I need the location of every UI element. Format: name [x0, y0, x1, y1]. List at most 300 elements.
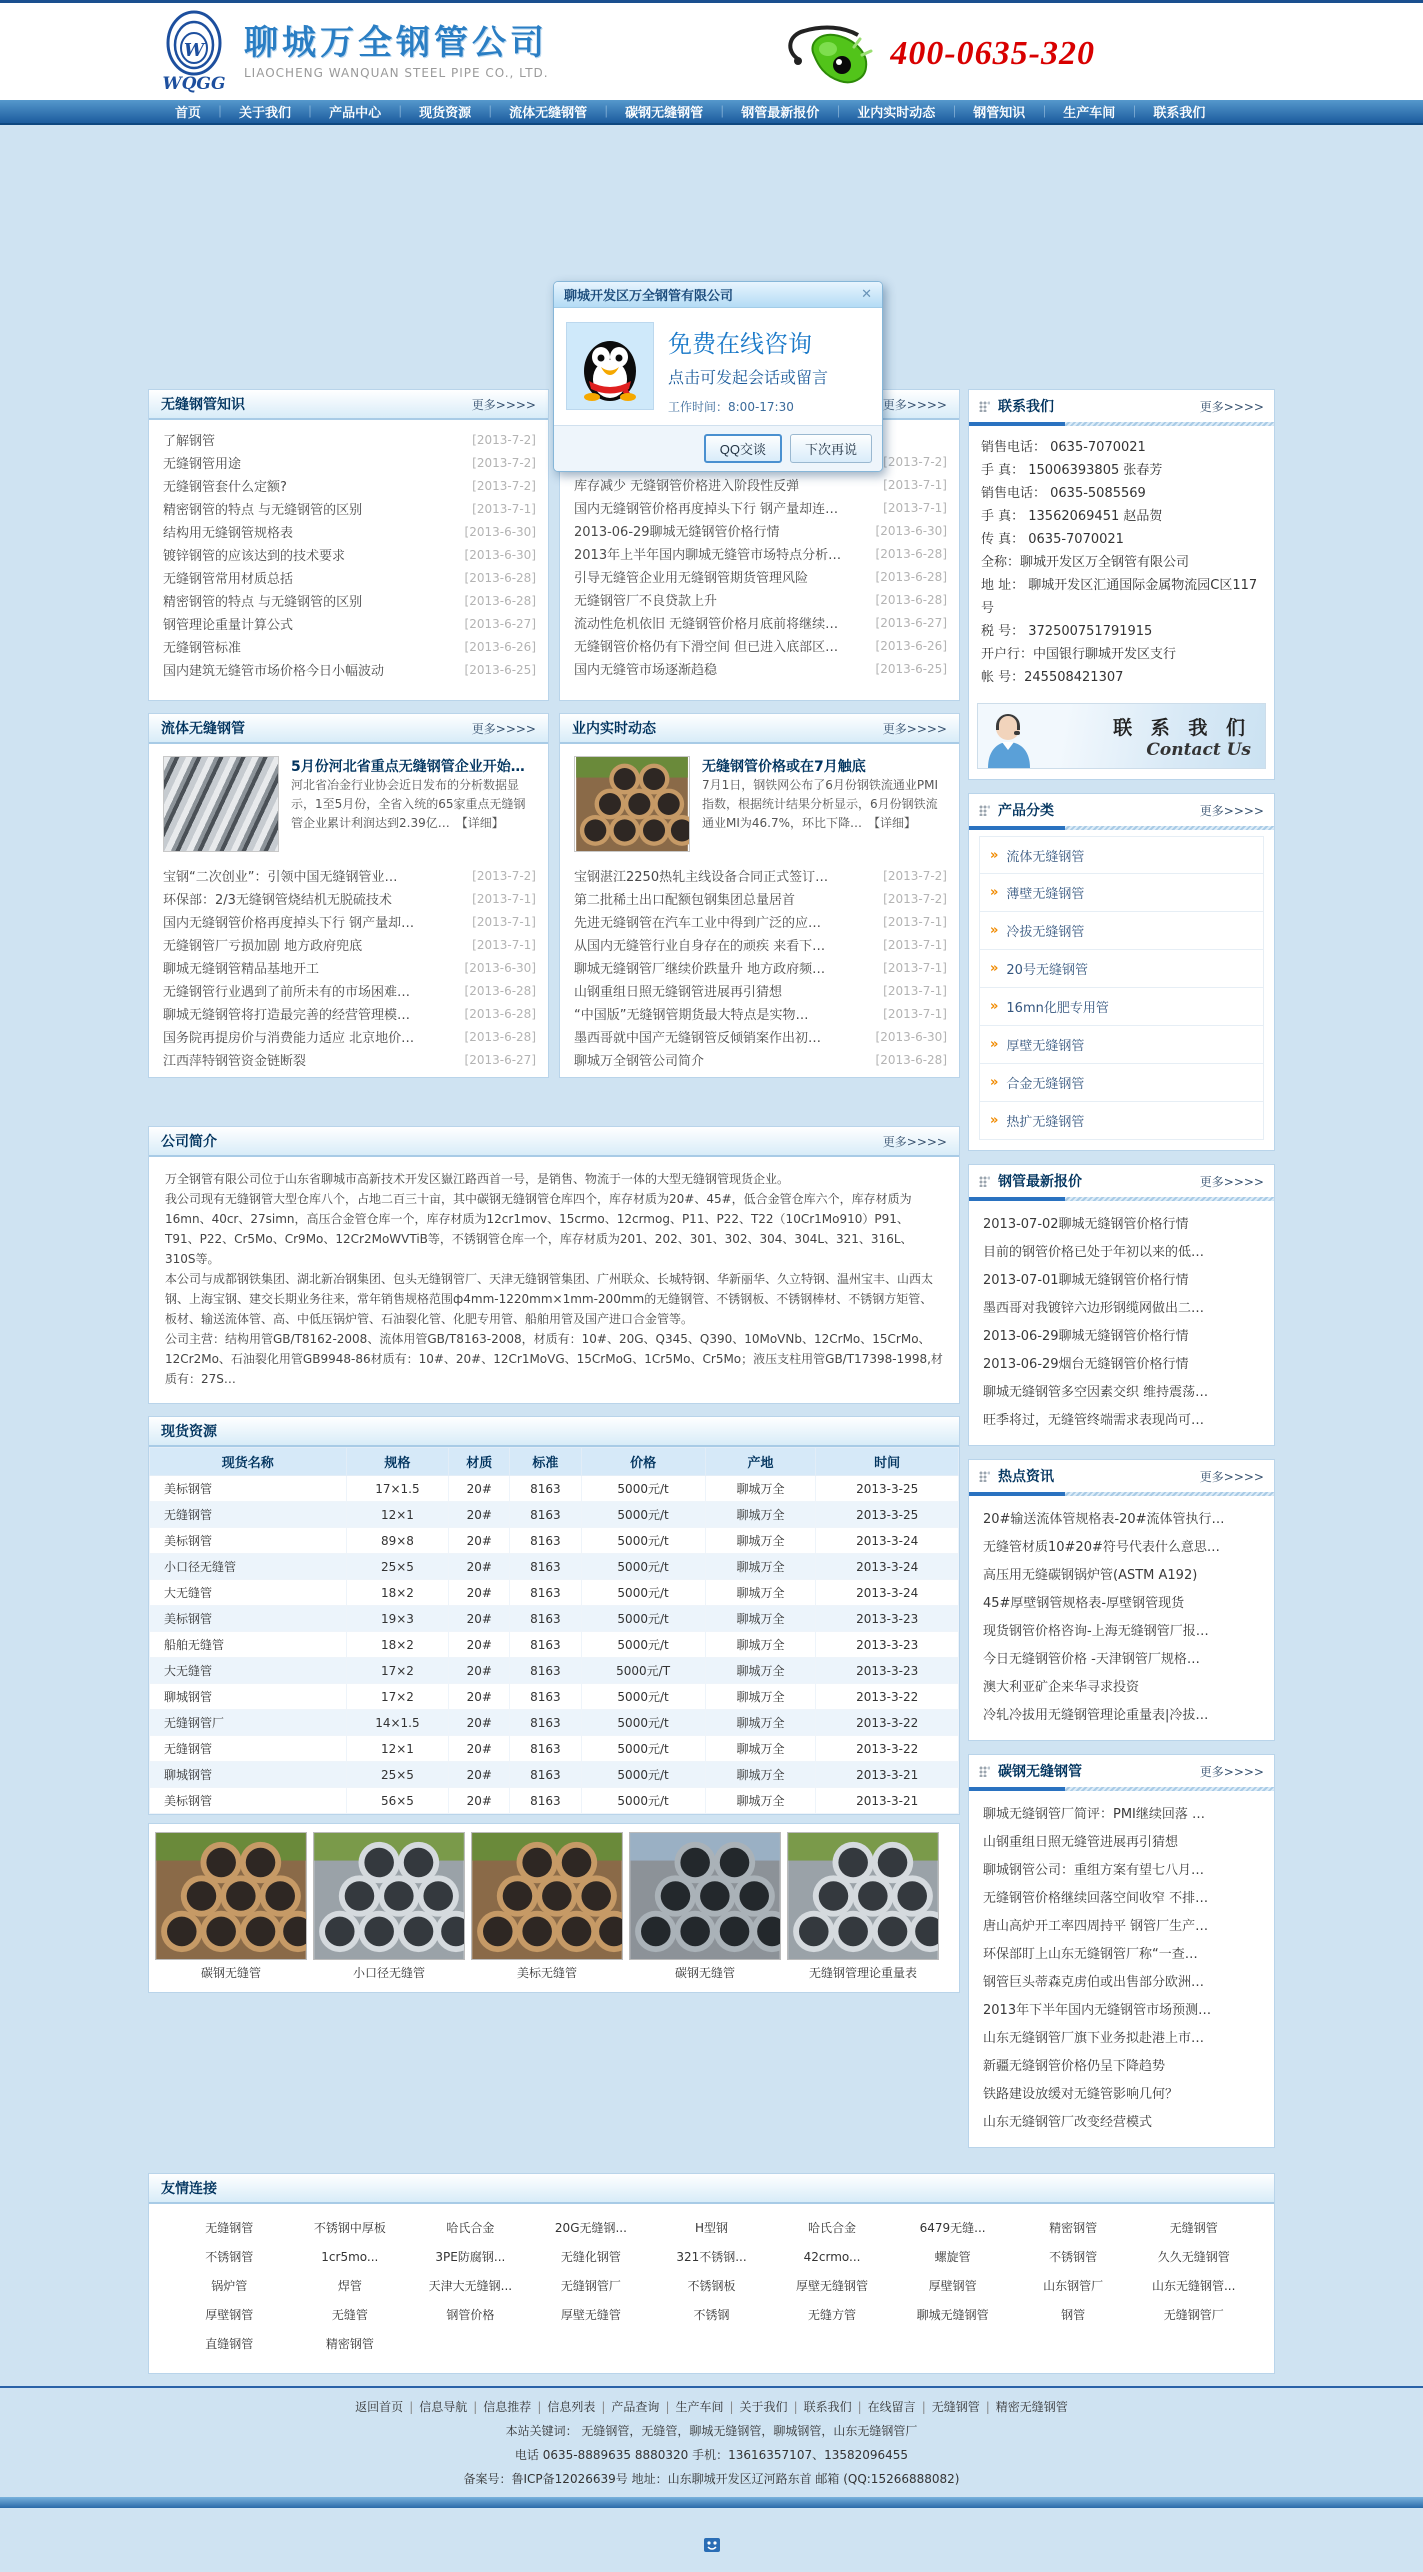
qq-headline: 免费在线咨询: [668, 330, 812, 358]
stock-cell: 5000元/T: [581, 1658, 705, 1684]
footer-separator: |: [473, 2400, 478, 2414]
list-item: [983, 1506, 1262, 1534]
friend-link[interactable]: H型钢: [694, 2221, 728, 2235]
friend-link[interactable]: 厚壁钢管: [205, 2308, 254, 2322]
category-link[interactable]: 厚壁无缝钢管: [1006, 1039, 1085, 1054]
friend-link[interactable]: 无缝化钢管: [560, 2250, 621, 2264]
news-title-link[interactable]: 聊城无缝钢管多空因素交织 维持震荡…: [983, 1385, 1209, 1400]
news-title-link[interactable]: 引导无缝管企业用无缝钢管期货管理风险: [574, 571, 809, 586]
grid-icon: [979, 1176, 990, 1187]
category-item[interactable]: [979, 1064, 1264, 1102]
news-row: [163, 474, 536, 497]
box-title: 碳钢无缝钢管: [998, 1764, 1082, 1780]
stock-cell: 20#: [449, 1762, 510, 1788]
news-title-link[interactable]: 流动性危机依旧 无缝钢管价格月底前将继续…: [574, 617, 839, 632]
box-head: [969, 390, 1274, 422]
footer-nav-link[interactable]: 返回首页: [355, 2400, 404, 2414]
news-title-link[interactable]: 今日无缝钢管价格 -天津钢管厂规格…: [983, 1652, 1200, 1667]
more-link[interactable]: 更多>>>>: [1199, 399, 1264, 414]
friend-link[interactable]: 厚壁无缝管: [560, 2308, 621, 2322]
list-item: [983, 1562, 1262, 1590]
news-title-link[interactable]: 国务院再提房价与消费能力适应 北京地价…: [163, 1031, 415, 1046]
category-link[interactable]: 16mn化肥专用管: [1006, 1001, 1109, 1016]
contact-line: 销售电话： 0635-7070021: [981, 440, 1146, 455]
news-title-link[interactable]: 无缝钢管行业遇到了前所未有的市场困难…: [163, 985, 411, 1000]
category-link[interactable]: 20号无缝钢管: [1006, 963, 1088, 978]
list-item: [983, 1267, 1262, 1295]
news-title-link[interactable]: 唐山高炉开工率四周持平 钢管厂生产…: [983, 1919, 1209, 1934]
news-title-link[interactable]: 澳大利亚矿企来华寻求投资: [983, 1680, 1140, 1695]
stock-cell: 5000元/t: [581, 1502, 705, 1528]
more-link[interactable]: 更多>>>>: [882, 397, 947, 412]
footer-nav-link[interactable]: 联系我们: [803, 2400, 852, 2414]
nav-item-5[interactable]: 流体无缝钢管: [509, 106, 588, 121]
news-title-link[interactable]: 聊城无缝钢管将打造最完善的经营管理模…: [163, 1008, 411, 1023]
close-icon[interactable]: ✕: [861, 287, 872, 302]
news-title-link[interactable]: 精密钢管的特点 与无缝钢管的区别: [163, 503, 363, 518]
news-title-link[interactable]: 国内无缝钢管价格再度掉头下行 钢产量却连…: [574, 502, 839, 517]
footer-separator: |: [857, 2400, 862, 2414]
box-title: 联系我们: [998, 399, 1054, 415]
stock-cell: 聊城万全: [705, 1684, 816, 1710]
footer-nav-link[interactable]: 产品查询: [611, 2400, 660, 2414]
news-title-link[interactable]: 无缝管材质10#20#符号代表什么意思…: [983, 1540, 1220, 1555]
news-title-link[interactable]: 20#输送流体管规格表-20#流体管执行…: [983, 1512, 1225, 1527]
stock-cell: 5000元/t: [581, 1762, 705, 1788]
news-title-link[interactable]: 高压用无缝碳钢锅炉管(ASTM A192): [983, 1568, 1198, 1583]
news-title-link[interactable]: 无缝钢管用途: [163, 457, 242, 472]
news-title-link[interactable]: 精密钢管的特点 与无缝钢管的区别: [163, 595, 363, 610]
news-title-link[interactable]: 国内无缝管市场逐渐趋稳: [574, 663, 718, 678]
product-item: [787, 1832, 939, 1986]
nav-separator: ｜: [304, 105, 317, 119]
friend-link[interactable]: 3PE防腐钢...: [435, 2250, 506, 2264]
nav-item-8[interactable]: 业内实时动态: [857, 106, 936, 121]
footer-nav-link[interactable]: 信息推荐: [483, 2400, 532, 2414]
more-link[interactable]: 更多>>>>: [882, 1134, 947, 1149]
stock-column-header: 材质: [449, 1448, 510, 1476]
news-title-link[interactable]: 国内建筑无缝管市场价格今日小幅波动: [163, 664, 385, 679]
friend-link[interactable]: 不锈钢板: [687, 2279, 736, 2293]
list-item: [983, 1857, 1262, 1885]
news-title-link[interactable]: 宝钢湛江2250热轧主线设备合同正式签订…: [574, 870, 829, 885]
stock-cell: 8163: [510, 1658, 581, 1684]
stock-cell: 14×1.5: [346, 1710, 449, 1736]
category-item[interactable]: [979, 988, 1264, 1026]
box-company-intro: [148, 1126, 960, 1404]
news-row: [163, 428, 536, 451]
nav-item-4[interactable]: 现货资源: [419, 106, 472, 121]
news-title-link[interactable]: 无缝钢管价格仍有下滑空间 但已进入底部区…: [574, 640, 839, 655]
more-link[interactable]: 更多>>>>: [471, 721, 536, 736]
news-title-link[interactable]: 2013-07-01聊城无缝钢管价格行情: [983, 1273, 1189, 1288]
friend-link[interactable]: 6479无缝...: [919, 2221, 986, 2235]
featured-title[interactable]: 5月份河北省重点无缝钢管企业开始…: [291, 759, 525, 775]
news-date: [2013-6-30]: [875, 523, 947, 538]
news-title-link[interactable]: 墨西哥就中国产无缝钢管反倾销案作出初…: [574, 1031, 822, 1046]
news-row: [163, 612, 536, 635]
contact-line: 帐 号：245508421307: [981, 670, 1124, 685]
box-contact-us: [968, 389, 1275, 780]
stock-cell: 2013-3-21: [816, 1762, 959, 1788]
header-rule: [969, 1197, 1274, 1201]
more-link[interactable]: 更多>>>>: [1199, 803, 1264, 818]
stock-cell: 12×1: [346, 1736, 449, 1762]
list-item: [983, 1379, 1262, 1407]
stock-table: [149, 1447, 959, 1814]
box-latest-quotes: [968, 1164, 1275, 1446]
news-title-link[interactable]: 第二批稀土出口配额包钢集团总量居首: [574, 893, 796, 908]
table-row[interactable]: [150, 1580, 959, 1606]
news-title-link[interactable]: 聊城无缝钢管厂简评：PMI继续回落 …: [983, 1807, 1206, 1822]
stock-cell: 5000元/t: [581, 1736, 705, 1762]
friend-link[interactable]: 321不锈钢...: [676, 2250, 747, 2264]
more-link[interactable]: 更多>>>>: [882, 721, 947, 736]
nav-item-2[interactable]: 关于我们: [239, 106, 292, 121]
news-date: [2013-6-25]: [464, 662, 536, 677]
stock-cell: 8163: [510, 1606, 581, 1632]
news-row: [163, 910, 536, 933]
news-row: [163, 451, 536, 474]
stock-cell: 20#: [449, 1580, 510, 1606]
stock-cell: 19×3: [346, 1606, 449, 1632]
table-row[interactable]: [150, 1528, 959, 1554]
news-date: [2013-7-1]: [883, 937, 947, 952]
footer-nav-link[interactable]: 精密无缝钢管: [995, 2400, 1068, 2414]
news-title-link[interactable]: 先进无缝钢管在汽车工业中得到广泛的应…: [574, 916, 822, 931]
footer-nav-link[interactable]: 信息导航: [419, 2400, 468, 2414]
news-title-link[interactable]: 国内无缝钢管价格再度掉头下行 钢产量却…: [163, 916, 415, 931]
contact-line: 开户行：中国银行聊城开发区支行: [981, 647, 1177, 662]
category-item[interactable]: [979, 950, 1264, 988]
contact-banner-image[interactable]: [977, 703, 1266, 769]
news-title-link[interactable]: 山东无缝钢管厂改变经营模式: [983, 2115, 1153, 2130]
news-title-link[interactable]: 从国内无缝管行业自身存在的顽疾 来看下…: [574, 939, 826, 954]
friend-link[interactable]: 无缝管: [331, 2308, 368, 2322]
news-row: [574, 496, 947, 519]
news-title-link[interactable]: 聊城钢管公司：重组方案有望七八月…: [983, 1863, 1205, 1878]
qq-worktime: 工作时间：8:00-17:30: [668, 400, 794, 414]
news-title-link[interactable]: 聊城万全钢管公司简介: [574, 1054, 705, 1069]
more-link[interactable]: 更多>>>>: [1199, 1764, 1264, 1779]
news-title-link[interactable]: 现货钢管价格咨询-上海无缝钢管厂报…: [983, 1624, 1209, 1639]
footer-separator: |: [537, 2400, 542, 2414]
product-image[interactable]: [471, 1832, 623, 1960]
nav-item-11[interactable]: 联系我们: [1153, 106, 1206, 121]
contact-line: 地 址： 聊城开发区汇通国际金属物流园C区117号: [981, 578, 1258, 616]
qq-chat-button[interactable]: QQ交谈: [704, 434, 782, 463]
news-title-link[interactable]: 2013-07-02聊城无缝钢管价格行情: [983, 1217, 1189, 1232]
footer-nav-link[interactable]: 关于我们: [739, 2400, 788, 2414]
box-product-gallery: [148, 1823, 960, 1993]
friend-link[interactable]: 直缝钢管: [205, 2337, 254, 2351]
site-footer: [0, 2386, 1423, 2572]
box-title: 现货资源: [161, 1424, 217, 1440]
news-title-link[interactable]: 钢管巨头蒂森克虏伯或出售部分欧洲…: [983, 1975, 1205, 1990]
news-title-link[interactable]: 无缝钢管套什么定额?: [163, 480, 287, 495]
news-title-link[interactable]: 目前的钢管价格已处于年初以来的低…: [983, 1245, 1205, 1260]
arrow-bullet-icon: »: [990, 847, 999, 863]
stock-cell: 20#: [449, 1788, 510, 1814]
list-item: [983, 1211, 1262, 1239]
nav-item-7[interactable]: 钢管最新报价: [741, 106, 820, 121]
banner-en: Contact Us: [1146, 739, 1251, 760]
site-badge-icon[interactable]: [704, 2536, 720, 2554]
news-title-link[interactable]: 无缝钢管常用材质总括: [163, 572, 294, 587]
friend-link[interactable]: 钢管: [1061, 2308, 1086, 2322]
category-item[interactable]: [979, 1102, 1264, 1140]
news-title-link[interactable]: 2013-06-29烟台无缝钢管价格行情: [983, 1357, 1189, 1372]
arrow-bullet-icon: »: [990, 1037, 999, 1052]
news-title-link[interactable]: 无缝钢管厂亏损加剧 地方政府兜底: [163, 939, 363, 954]
news-title-link[interactable]: 45#厚壁钢管规格表-厚壁钢管现货: [983, 1596, 1185, 1611]
more-link[interactable]: 更多>>>>: [1199, 1469, 1264, 1484]
friend-link[interactable]: 锅炉管: [211, 2279, 248, 2293]
friend-link[interactable]: 不锈钢中厚板: [313, 2221, 386, 2235]
list-item: [983, 1885, 1262, 1913]
news-row: [163, 1025, 536, 1048]
news-title-link[interactable]: 冷轧冷拔用无缝钢管理论重量表|冷拔…: [983, 1708, 1209, 1723]
news-title-link[interactable]: 结构用无缝钢管规格表: [163, 526, 294, 541]
news-row: [574, 565, 947, 588]
news-row: [163, 658, 536, 681]
news-title-link[interactable]: 无缝钢管价格继续回落空间收窄 不排…: [983, 1891, 1209, 1906]
box-head: [149, 390, 548, 420]
box-title: 流体无缝钢管: [161, 721, 245, 737]
intro-paragraph: 本公司与成都钢铁集团、湖北新冶钢集团、包头无缝钢管厂、天津无缝钢管集团、广州联众、长城特钢、华新丽华、久立特钢、温州宝丰、山西太钢、上海宝钢、建交长期业务往来，常年销售规格范围ф4mm-1220mm×1mm-200mm的无缝钢管、不锈钢板、不锈钢棒材、不锈钢方矩管、板材、输送流体管、高、中低压锅炉管、石油裂化管、化肥专用管、船舶用管及国产进口合金管等。: [165, 1272, 934, 1326]
friend-link[interactable]: 不锈钢管: [1049, 2250, 1098, 2264]
news-title-link[interactable]: 江西萍特钢管资金链断裂: [163, 1054, 307, 1069]
table-row[interactable]: [150, 1710, 959, 1736]
friend-link[interactable]: 1cr5mo...: [321, 2250, 379, 2264]
friend-link[interactable]: 厚壁无缝钢管: [796, 2279, 869, 2293]
friend-link[interactable]: 焊管: [337, 2279, 362, 2293]
friend-link[interactable]: 42crmo...: [803, 2250, 861, 2264]
friend-link[interactable]: 厚壁钢管: [928, 2279, 977, 2293]
footer-separator: |: [921, 2400, 926, 2414]
category-item[interactable]: [979, 1026, 1264, 1064]
more-link[interactable]: 更多>>>>: [1199, 1174, 1264, 1189]
category-link[interactable]: 流体无缝钢管: [1006, 849, 1085, 865]
friend-link[interactable]: 山东钢管厂: [1043, 2279, 1104, 2293]
friend-link[interactable]: 天津大无缝钢...: [428, 2279, 513, 2293]
footer-keywords: 本站关键词： 无缝钢管，无缝管，聊城无缝钢管，聊城钢管，山东无缝钢管厂: [505, 2424, 918, 2438]
category-link[interactable]: 薄壁无缝钢管: [1006, 887, 1085, 902]
table-row[interactable]: [150, 1476, 959, 1502]
stock-cell: 5000元/t: [581, 1684, 705, 1710]
news-row: [163, 589, 536, 612]
list-item: [983, 1407, 1262, 1435]
stock-cell: 美标钢管: [150, 1528, 347, 1554]
news-title-link[interactable]: 山钢重组日照无缝管进展再引猜想: [983, 1835, 1179, 1850]
featured-title[interactable]: 无缝钢管价格或在7月触底: [702, 759, 866, 775]
news-date: [2013-6-28]: [875, 569, 947, 584]
table-row[interactable]: [150, 1554, 959, 1580]
qq-later-button[interactable]: 下次再说: [790, 434, 872, 463]
table-row[interactable]: [150, 1606, 959, 1632]
nav-item-10[interactable]: 生产车间: [1063, 106, 1116, 121]
friend-link[interactable]: 精密钢管: [1049, 2221, 1098, 2235]
table-row[interactable]: [150, 1684, 959, 1710]
arrow-bullet-icon: »: [990, 1113, 999, 1128]
nav-item-1[interactable]: 首页: [175, 106, 202, 121]
news-date: [2013-7-2]: [472, 868, 536, 883]
news-title-link[interactable]: 宝钢“二次创业”：引领中国无缝钢管业…: [163, 870, 398, 885]
nav-item-6[interactable]: 碳钢无缝钢管: [625, 106, 704, 121]
friend-link[interactable]: 聊城无缝钢管: [916, 2308, 989, 2322]
news-title-link[interactable]: 旺季将过，无缝管终端需求表现尚可…: [983, 1413, 1205, 1428]
friend-link[interactable]: 哈氏合金: [808, 2221, 857, 2235]
stock-cell: 18×2: [346, 1580, 449, 1606]
grid-icon: [979, 1766, 990, 1777]
category-link[interactable]: 冷拔无缝钢管: [1006, 925, 1085, 940]
stock-cell: 聊城万全: [705, 1606, 816, 1632]
table-row[interactable]: [150, 1736, 959, 1762]
stock-cell: 5000元/t: [581, 1606, 705, 1632]
table-row[interactable]: [150, 1788, 959, 1814]
friend-link[interactable]: 螺旋管: [934, 2250, 971, 2264]
list-item: [983, 1590, 1262, 1618]
stock-cell: 17×2: [346, 1658, 449, 1684]
arrow-bullet-icon: »: [990, 999, 999, 1014]
category-link[interactable]: 热扩无缝钢管: [1006, 1115, 1085, 1130]
friend-link[interactable]: 钢管价格: [446, 2308, 495, 2322]
news-title-link[interactable]: 新疆无缝钢管价格仍呈下降趋势: [983, 2059, 1166, 2074]
friend-link[interactable]: 不锈钢: [693, 2308, 730, 2322]
box-title: 公司简介: [161, 1134, 217, 1150]
news-date: [2013-7-1]: [472, 914, 536, 929]
news-row: [574, 657, 947, 680]
news-title-link[interactable]: “中国版”无缝钢管期货最大特点是实物…: [574, 1008, 809, 1023]
box-head: [149, 714, 548, 744]
box-title: 产品分类: [998, 803, 1054, 819]
box-carbon-pipe: [968, 1754, 1275, 2148]
news-title-link[interactable]: 环保部：2/3无缝钢管烧结机无脱硫技术: [163, 893, 392, 908]
news-row: [163, 543, 536, 566]
news-title-link[interactable]: 墨西哥对我镀锌六边形钢缆网做出二…: [983, 1301, 1205, 1316]
nav-item-9[interactable]: 钢管知识: [973, 106, 1026, 121]
news-row: [574, 473, 947, 496]
contact-line: 传 真： 0635-7070021: [981, 532, 1124, 547]
stock-cell: 20#: [449, 1658, 510, 1684]
main-nav: [0, 100, 1423, 125]
table-row[interactable]: [150, 1632, 959, 1658]
news-title-link[interactable]: 铁路建设放缓对无缝管影响几何？: [983, 2087, 1179, 2102]
stock-cell: 2013-3-23: [816, 1658, 959, 1684]
news-title-link[interactable]: 2013-06-29聊城无缝钢管价格行情: [574, 525, 780, 540]
featured-thumbnail-image[interactable]: [163, 756, 279, 852]
table-row[interactable]: [150, 1762, 959, 1788]
news-title-link[interactable]: 无缝钢管厂不良贷款上升: [574, 594, 718, 609]
news-title-link[interactable]: 山钢重组日照无缝钢管进展再引猜想: [574, 985, 783, 1000]
friend-link[interactable]: 久久无缝钢管: [1157, 2250, 1230, 2264]
table-row[interactable]: [150, 1502, 959, 1528]
footer-nav-link[interactable]: 无缝钢管: [931, 2400, 980, 2414]
stock-cell: 8163: [510, 1736, 581, 1762]
friend-link[interactable]: 无缝钢管: [205, 2221, 254, 2235]
friend-link[interactable]: 无缝钢管厂: [560, 2279, 621, 2293]
news-title-link[interactable]: 2013年上半年国内聊城无缝管市场特点分析…: [574, 548, 842, 563]
friend-link[interactable]: 精密钢管: [325, 2337, 374, 2351]
news-title-link[interactable]: 2013年下半年国内无缝钢管市场预测…: [983, 2003, 1212, 2018]
qq-dialog-titlebar[interactable]: [554, 282, 882, 308]
news-title-link[interactable]: 聊城无缝钢管厂继续价跌量升 地方政府频…: [574, 962, 826, 977]
product-image[interactable]: [787, 1832, 939, 1960]
news-title-link[interactable]: 山东无缝钢管厂旗下业务拟赴港上市…: [983, 2031, 1205, 2046]
footer-nav-link[interactable]: 在线留言: [867, 2400, 916, 2414]
product-image[interactable]: [155, 1832, 307, 1960]
featured-thumbnail-image[interactable]: [574, 756, 690, 852]
product-image[interactable]: [313, 1832, 465, 1960]
friend-link[interactable]: 不锈钢管: [205, 2250, 254, 2264]
box-stock-resources: [148, 1416, 960, 1815]
news-date: [2013-7-2]: [472, 478, 536, 493]
news-title-link[interactable]: 库存减少 无缝钢管价格进入阶段性反弹: [574, 479, 800, 494]
nav-separator: ｜: [716, 105, 729, 119]
footer-beian: 备案号：鲁ICP备12026639号 地址：山东聊城开发区辽河路东首 邮箱 (QQ:15266888082): [463, 2472, 960, 2486]
news-row: [574, 979, 947, 1002]
news-title-link[interactable]: 环保部盯上山东无缝钢管厂称“一查…: [983, 1947, 1198, 1962]
more-link[interactable]: 更多>>>>: [471, 397, 536, 412]
footer-nav-link[interactable]: 信息列表: [547, 2400, 596, 2414]
category-item[interactable]: [979, 912, 1264, 950]
stock-cell: 2013-3-22: [816, 1736, 959, 1762]
news-title-link[interactable]: 镀锌钢管的应该达到的技术要求: [163, 549, 346, 564]
news-date: [2013-6-25]: [875, 661, 947, 676]
news-title-link[interactable]: 无缝钢管标准: [163, 641, 242, 656]
friend-link[interactable]: 无缝方管: [808, 2308, 857, 2322]
friend-link[interactable]: 20G无缝钢...: [554, 2221, 627, 2235]
stock-cell: 大无缝管: [150, 1658, 347, 1684]
box-head: [560, 714, 959, 744]
box-head: [149, 1127, 959, 1157]
box-seamless-knowledge: [148, 389, 549, 701]
company-name: 聊城万全钢管公司: [244, 23, 548, 64]
nav-item-3[interactable]: 产品中心: [329, 106, 382, 121]
intro-paragraph: 我公司现有无缝钢管大型仓库八个，占地二百三十亩，其中碳钢无缝钢管仓库四个，库存材质为20#、45#，低合金管仓库六个，库存材质为16mn、40cr、27simn，高压合金管仓库一个，库存材质为12cr1mov、15crmo、12crmog、P11、P22、T22（10Cr1Mo910）P91、T91、P22、Cr5Mo、Cr9Mo、12Cr2MoWVTiB等，不锈钢管仓库一个，库存材质为201、202、301、302、304、304L、321、316L、310S等。: [165, 1192, 913, 1266]
stock-cell: 2013-3-22: [816, 1710, 959, 1736]
qq-chat-dialog: [553, 281, 883, 472]
product-image[interactable]: [629, 1832, 781, 1960]
box-head: [149, 2174, 1274, 2204]
category-item[interactable]: [979, 836, 1264, 874]
product-caption: 碳钢无缝管: [200, 1966, 261, 1980]
friend-link[interactable]: 山东无缝钢管...: [1151, 2279, 1236, 2293]
stock-cell: 2013-3-25: [816, 1502, 959, 1528]
list-item: [983, 1239, 1262, 1267]
news-title-link[interactable]: 钢管理论重量计算公式: [163, 618, 294, 633]
friend-link[interactable]: 无缝钢管: [1169, 2221, 1218, 2235]
news-title-link[interactable]: 了解钢管: [163, 434, 216, 449]
box-head: [969, 1755, 1274, 1787]
category-link[interactable]: 合金无缝钢管: [1006, 1077, 1085, 1092]
friend-link[interactable]: 哈氏合金: [446, 2221, 495, 2235]
stock-cell: 8163: [510, 1476, 581, 1502]
stock-cell: 聊城万全: [705, 1710, 816, 1736]
news-title-link[interactable]: 2013-06-29聊城无缝钢管价格行情: [983, 1329, 1189, 1344]
friend-link[interactable]: 无缝钢管厂: [1163, 2308, 1224, 2322]
news-date: [2013-6-28]: [464, 983, 536, 998]
stock-cell: 聊城万全: [705, 1632, 816, 1658]
stock-cell: 聊城万全: [705, 1476, 816, 1502]
intro-paragraph: 万全钢管有限公司位于山东省聊城市高新技术开发区嶽江路西首一号，是销售、物流于一体的大型无缝钢管现货企业。: [165, 1172, 790, 1186]
nav-separator: ｜: [1038, 105, 1051, 119]
table-row[interactable]: [150, 1658, 959, 1684]
news-row: [574, 864, 947, 887]
footer-nav-link[interactable]: 生产车间: [675, 2400, 724, 2414]
news-title-link[interactable]: 聊城无缝钢管精品基地开工: [163, 962, 320, 977]
category-item[interactable]: [979, 874, 1264, 912]
